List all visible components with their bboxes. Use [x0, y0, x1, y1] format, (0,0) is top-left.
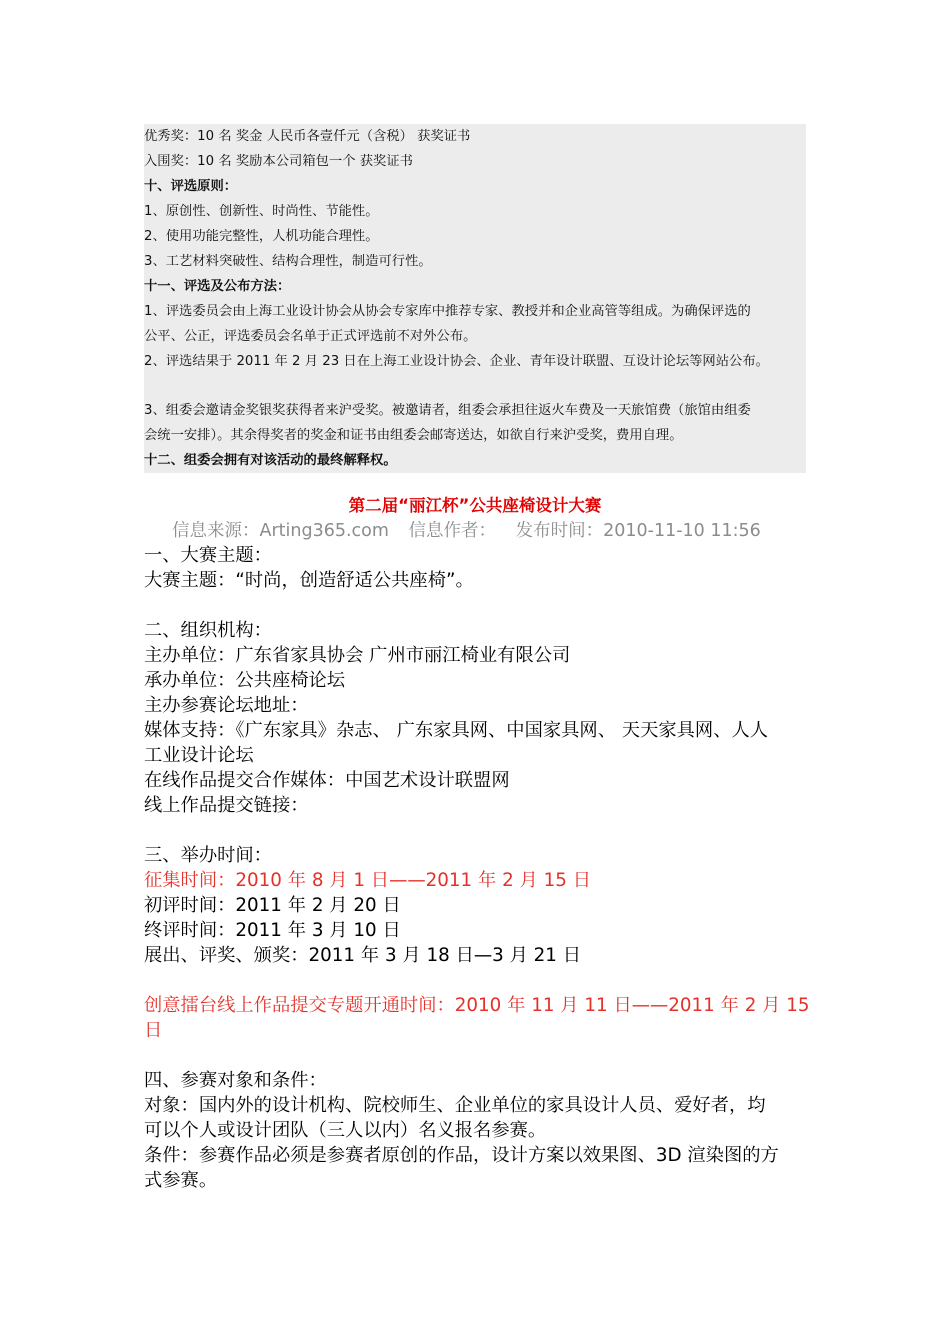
criteria-item: 2、使用功能完整性，人机功能合理性。: [144, 229, 379, 244]
section-heading: 二、组织机构：: [144, 620, 272, 641]
body-line: 可以个人或设计团队（三人以内）名义报名参赛。: [144, 1120, 547, 1141]
method-item: 1、评选委员会由上海工业设计协会从协会专家库中推荐专家、教授并和企业高管等组成。为确保评选的: [144, 304, 751, 319]
section-heading: 三、举办时间：: [144, 845, 272, 866]
awards-rules-box: [144, 124, 806, 473]
source-label: 信息来源：Arting365.com: [172, 521, 389, 541]
award-excellent-line: 优秀奖：10 名 奖金 人民币各壹仟元（含税） 获奖证书: [144, 129, 471, 144]
section-heading-method: 十一、评选及公布方法：: [144, 279, 291, 294]
section-heading-interpretation: 十二、组委会拥有对该活动的最终解释权。: [144, 453, 397, 468]
method-item: 公平、公正，评选委员会名单于正式评选前不对外公布。: [144, 329, 477, 344]
criteria-item: 1、原创性、创新性、时尚性、节能性。: [144, 204, 379, 219]
method-item: 3、组委会邀请金奖银奖获得者来沪受奖。被邀请者，组委会承担往返火车费及一天旅馆费（旅馆由组委: [144, 403, 751, 418]
criteria-item: 3、工艺材料突破性、结构合理性，制造可行性。: [144, 254, 432, 269]
method-item: 会统一安排）。其余得奖者的奖金和证书由组委会邮寄送达，如欲自行来沪受奖，费用自理。: [144, 428, 683, 443]
body-line: 对象：国内外的设计机构、院校师生、企业单位的家具设计人员、爱好者，均: [144, 1095, 766, 1116]
article-title: 第二届“丽江杯”公共座椅设计大赛: [348, 496, 602, 515]
online-submission-time-line: 日: [144, 1020, 163, 1041]
award-finalist-line: 入围奖：10 名 奖励本公司箱包一个 获奖证书: [144, 154, 413, 169]
method-item: 2、评选结果于 2011 年 2 月 23 日在上海工业设计协会、企业、青年设计联盟、互设计论坛等网站公布。: [144, 354, 769, 369]
body-line: 初评时间：2011 年 2 月 20 日: [144, 895, 401, 916]
article-meta: [172, 517, 775, 542]
body-line: 终评时间：2011 年 3 月 10 日: [144, 920, 401, 941]
online-submission-time-line: 创意擂台线上作品提交专题开通时间：2010 年 11 月 11 日——2011 年 2 月 15: [144, 995, 810, 1016]
body-line: 主办参赛论坛地址：: [144, 695, 309, 716]
published-label: 发布时间：2010-11-10 11:56: [515, 521, 761, 541]
author-label: 信息作者：: [408, 521, 497, 541]
body-line: 线上作品提交链接：: [144, 795, 309, 816]
section-heading: 四、参赛对象和条件：: [144, 1070, 327, 1091]
body-line: 工业设计论坛: [144, 745, 254, 766]
section-heading: 一、大赛主题：: [144, 545, 272, 566]
article-body: [144, 543, 809, 1193]
body-line: 媒体支持：《广东家具》杂志、 广东家具网、中国家具网、 天天家具网、人人: [144, 720, 769, 741]
section-heading-criteria: 十、评选原则：: [144, 179, 238, 194]
body-line: 条件：参赛作品必须是参赛者原创的作品，设计方案以效果图、3D 渲染图的方: [144, 1145, 779, 1166]
body-line: 在线作品提交合作媒体：中国艺术设计联盟网: [144, 770, 510, 791]
body-line: 展出、评奖、颁奖：2011 年 3 月 18 日—3 月 21 日: [144, 945, 582, 966]
body-line: 承办单位：公共座椅论坛: [144, 670, 346, 691]
body-line: 式参赛。: [144, 1170, 218, 1191]
collection-time-line: 征集时间：2010 年 8 月 1 日——2011 年 2 月 15 日: [144, 870, 591, 891]
body-line: 大赛主题：“时尚，创造舒适公共座椅”。: [144, 570, 474, 591]
body-line: 主办单位：广东省家具协会 广州市丽江椅业有限公司: [144, 645, 571, 666]
